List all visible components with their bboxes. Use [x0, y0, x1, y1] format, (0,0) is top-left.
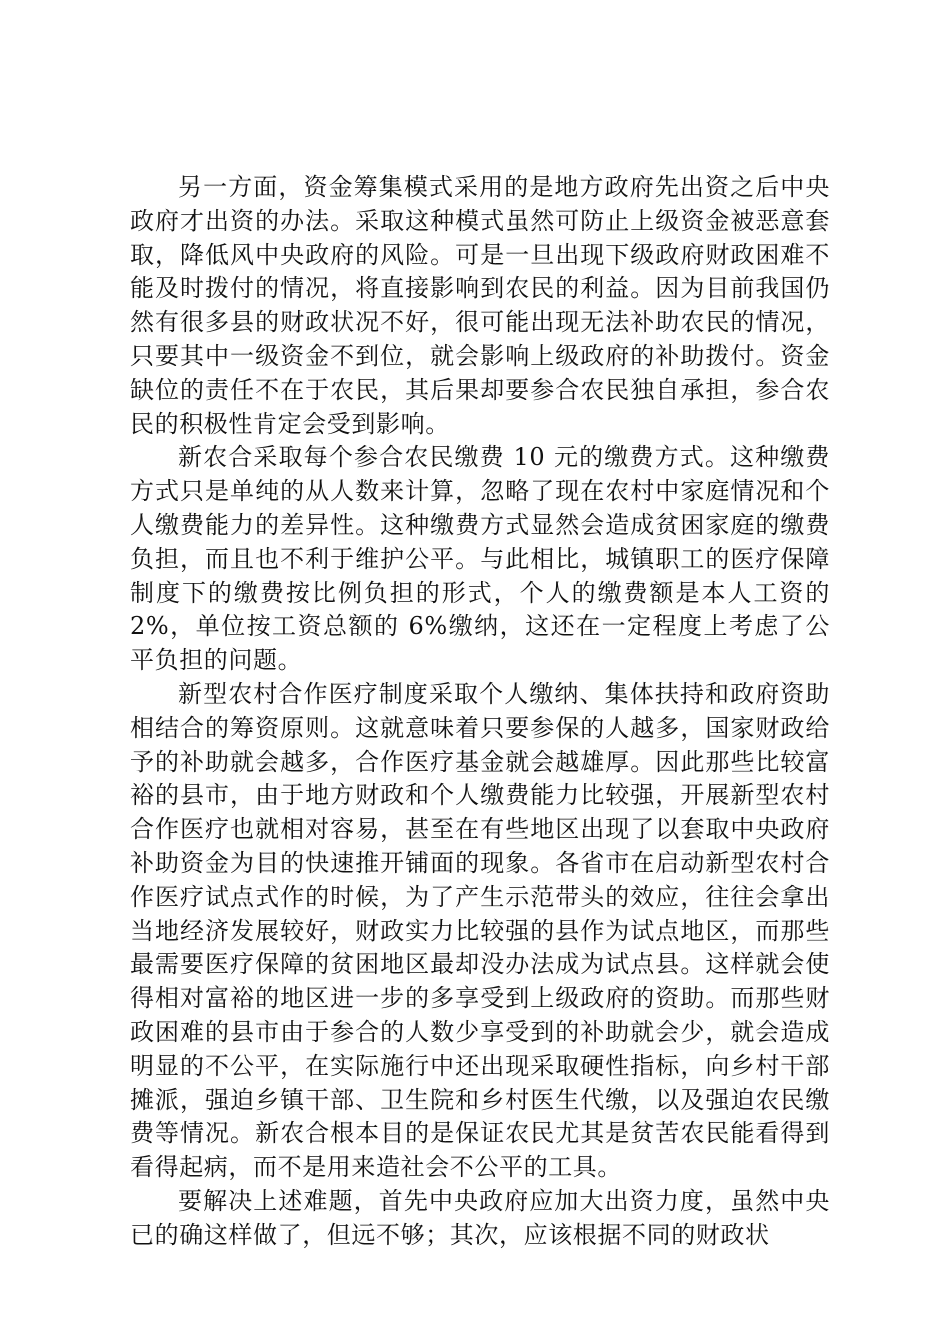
paragraph-2: 新农合采取每个参合农民缴费 10 元的缴费方式。这种缴费方式只是单纯的从人数来计算，忽略了现在农村中家庭情况和个人缴费能力的差异性。这种缴费方式显然会造成贫困家庭的缴费负担，而且也不利于维护公平。与此相比，城镇职工的医疗保障制度下的缴费按比例负担的形式，个人的缴费额是本人工资的 2%，单位按工资总额的 6%缴纳，这还在一定程度上考虑了公平负担的问题。 [130, 443, 830, 675]
paragraph-3: 新型农村合作医疗制度采取个人缴纳、集体扶持和政府资助相结合的筹资原则。这就意味着只要参保的人越多，国家财政给予的补助就会越多，合作医疗基金就会越雄厚。因此那些比较富裕的县市，由于地方财政和个人缴费能力比较强，开展新型农村合作医疗也就相对容易，甚至在有些地区出现了以套取中央政府补助资金为目的快速推开铺面的现象。各省市在启动新型农村合作医疗试点式作的时候，为了产生示范带头的效应，往往会拿出当地经济发展较好，财政实力比较强的县作为试点地区，而那些最需要医疗保障的贫困地区最却没办法成为试点县。这样就会使得相对富裕的地区进一步的多享受到上级政府的资助。而那些财政困难的县市由于参合的人数少享受到的补助就会少，就会造成明显的不公平，在实际施行中还出现采取硬性指标，向乡村干部摊派，强迫乡镇干部、卫生院和乡村医生代缴，以及强迫农民缴费等情况。新农合根本目的是保证农民尤其是贫苦农民能看得到看得起病，而不是用来造社会不公平的工具。 [130, 679, 830, 1182]
paragraph-1: 另一方面，资金筹集模式采用的是地方政府先出资之后中央政府才出资的办法。采取这种模式虽然可防止上级资金被恶意套取，降低风中央政府的风险。可是一旦出现下级政府财政困难不能及时拨付的情况，将直接影响到农民的利益。因为目前我国仍然有很多县的财政状况不好，很可能出现无法补助农民的情况，只要其中一级资金不到位，就会影响上级政府的补助拨付。资金缺位的责任不在于农民，其后果却要参合农民独自承担，参合农民的积极性肯定会受到影响。 [130, 173, 830, 438]
body-text [130, 171, 830, 1253]
paragraph-4: 要解决上述难题，首先中央政府应加大出资力度，虽然中央已的确这样做了，但远不够；其次，应该根据不同的财政状 [130, 1186, 830, 1249]
